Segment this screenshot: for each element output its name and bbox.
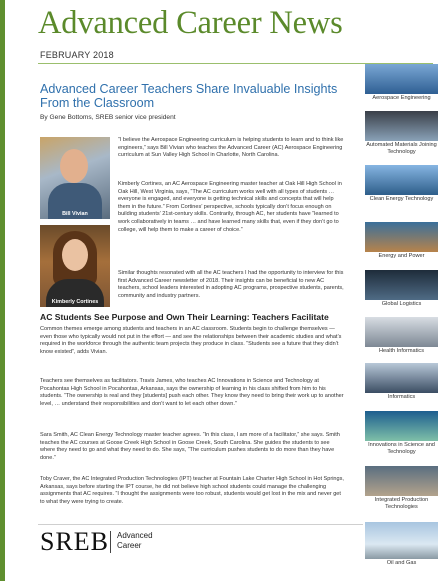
sidebar-program-global-logistics [365, 270, 438, 308]
computer-image [365, 363, 438, 393]
sidebar-program-oil-and-gas [365, 522, 438, 567]
left-accent-bar [0, 0, 5, 581]
sidebar-program-informatics [365, 363, 438, 401]
sidebar-program-health-informatics [365, 317, 438, 355]
section-subhead: AC Students See Purpose and Own Their Learning: Teachers Facilitate [40, 312, 329, 322]
logo-subtitle [117, 531, 153, 551]
power-line-image [365, 222, 438, 252]
sidebar-program-label: Automated Materials Joining Technology [366, 142, 437, 155]
sidebar-program-label: Clean Energy Technology [369, 196, 434, 202]
sidebar-program-label: Integrated Production Technologies [374, 497, 429, 510]
welding-image [365, 111, 438, 141]
article-paragraph: Kimberly Cortines, an AC Aerospace Engineering master teacher at Oak Hill High School in Oak Hill, West Virginia, says, “The AC curriculum works well with all types of students … everyone is engaged, and everyone is getting technical skills and concepts that will help them in the future.” From Cortines’ perspective, schools typically don’t focus enough on building students’ 21st-century skills. Contrarily, through AC, her students have “learned to work collaboratively in teams … and have learned many skills that, even if they don’t go to college, will help them to make a career of choice.” [118, 181, 342, 233]
photo-caption: Bill Vivian [62, 211, 88, 217]
sidebar-program-innovations-science-technology [365, 411, 438, 456]
sidebar-program-label: Health Informatics [378, 348, 425, 354]
article-paragraph: Toby Craver, the AC Integrated Production Technologies (IPT) teacher at Fountain Lake Charter High School in Hot Springs, Arkansas, says before starting the IPT course, he did not believe high school students could manage the challenging assignments that AC requires. “I thought the assignments were too robust, students would get lost in the mix and never get to what they were trying to create. [40, 476, 344, 505]
oil-pump-image [365, 522, 438, 559]
photo-figure-face [62, 239, 88, 271]
sidebar-program-energy-and-power [365, 222, 438, 260]
sreb-logo: SREB [40, 527, 110, 556]
aircraft-image [365, 64, 438, 94]
article-byline: By Gene Bottoms, SREB senior vice president [40, 114, 176, 121]
sidebar-program-label: Energy and Power [378, 253, 425, 259]
sidebar-program-label: Innovations in Science and Technology [368, 442, 435, 455]
sidebar-program-label: Aerospace Engineering [372, 95, 431, 101]
sidebar-program-label: Informatics [387, 394, 416, 400]
solar-panel-image [365, 165, 438, 195]
logo-subtitle-line: Advanced [117, 531, 153, 540]
photo-caption: Kimberly Cortines [51, 299, 99, 305]
photo-kimberly-cortines [40, 225, 110, 307]
footer-divider [38, 524, 363, 525]
logo-divider [110, 531, 111, 553]
article-paragraph: Similar thoughts resonated with all the AC teachers I had the opportunity to interview for this first Advanced Career newsletter of 2018. Their insights can be beneficial to new AC teachers, school leaders interested in adopting AC programs, prospective students, parents, community and industry partners. [118, 270, 344, 299]
shipping-container-image [365, 270, 438, 300]
article-paragraph: Sara Smith, AC Clean Energy Technology master teacher agrees. “In this class, I am more of a facilitator,” she says. Smith teaches the AC courses at Goose Creek High School in Goose Creek, South Carolina. She guides the students to see where they need to go and what they need to do. She says, “The curriculum pushes students to do more than they have done.” [40, 432, 340, 461]
sidebar-program-label: Oil and Gas [386, 560, 417, 566]
medical-tech-image [365, 317, 438, 347]
article-paragraph: “I believe the Aerospace Engineering curriculum is helping students to learn and to think like engineers,” says Bill Vivian who teaches the Advanced Career (AC) Aerospace Engineering curriculum at Sun Valley High School in Charlotte, North Carolina. [118, 137, 344, 159]
sidebar-program-integrated-production [365, 466, 438, 511]
newsletter-title: Advanced Career News [38, 5, 343, 41]
photo-figure-face [60, 149, 88, 183]
sidebar-program-automated-materials-joining [365, 111, 438, 156]
sidebar-program-aerospace-engineering [365, 64, 438, 102]
sidebar-program-clean-energy [365, 165, 438, 203]
article-paragraph: Common themes emerge among students and teachers in an AC classroom. Students begin to challenge themselves — even those who typically would not put in the effort — and see the relationships between their academic studies and what’s required in the workforce through the authentic team projects they produce in class. “Students see a future that they didn’t know existed”, adds Vivian. [40, 326, 342, 355]
photo-bill-vivian [40, 137, 110, 219]
article-headline: Advanced Career Teachers Share Invaluable Insights From the Classroom [40, 82, 338, 110]
sidebar-program-label: Global Logistics [381, 301, 422, 307]
issue-date: FEBRUARY 2018 [40, 50, 114, 60]
logo-subtitle-line: Career [117, 541, 142, 550]
science-image [365, 411, 438, 441]
article-paragraph: Teachers see themselves as facilitators. Travis James, who teaches AC Innovations in Science and Technology at Pocahontas High School in Pocahontas, Arkansas, says the ownership of learning in his class shifted from him to his students. “The ownership is real and they [students] push each other. They know they need to bring their work up to another level, … understand their responsibilities and don’t want to let each other down.” [40, 378, 344, 407]
robotics-image [365, 466, 438, 496]
